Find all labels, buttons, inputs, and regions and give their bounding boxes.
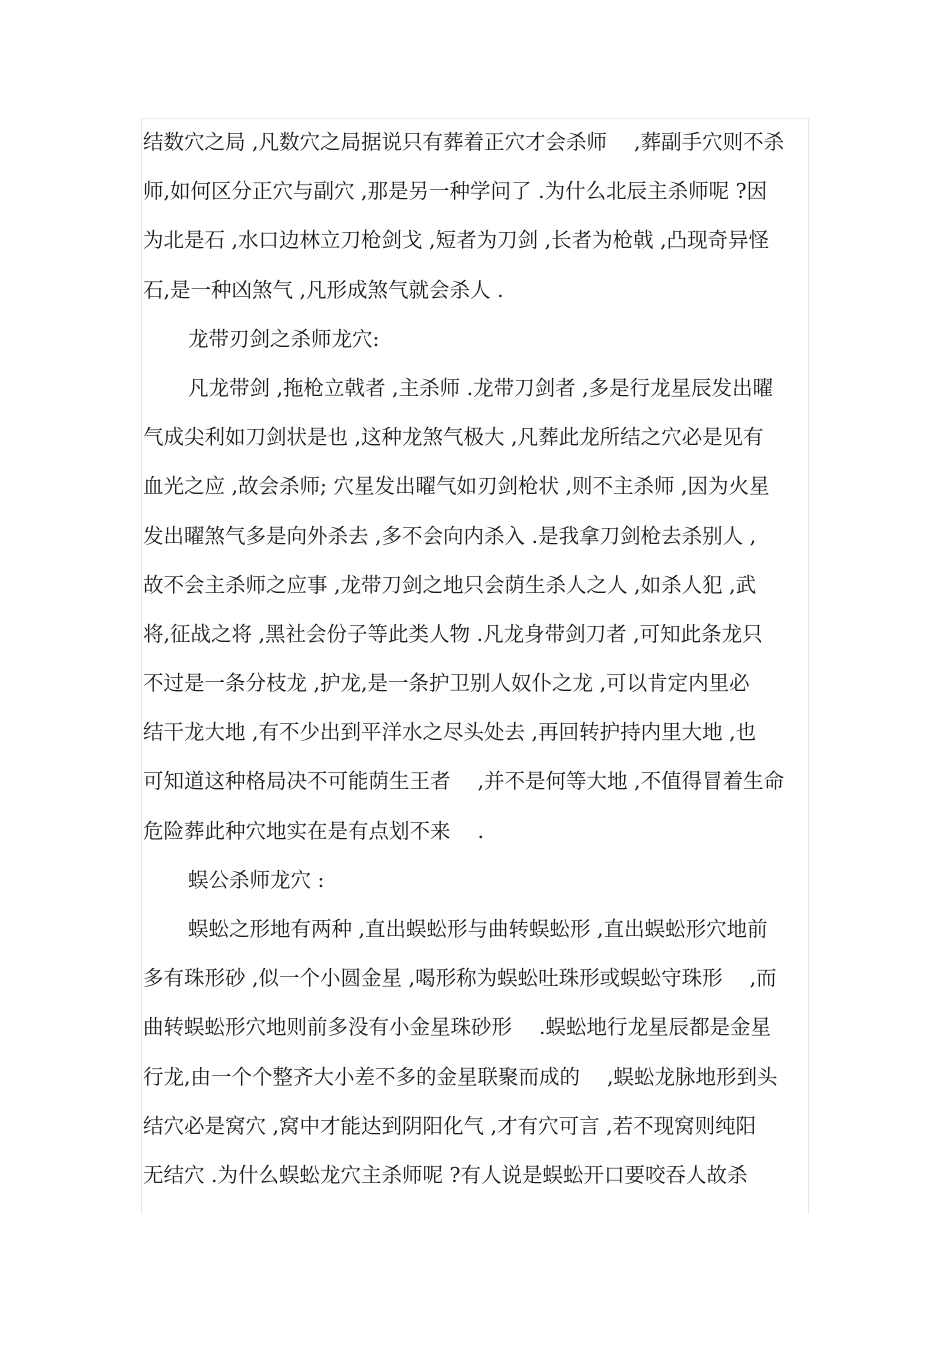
paragraph-start: 蜈蚣之形地有两种 ,直出蜈蚣形与曲转蜈蚣形 ,直出蜈蚣形穴地前 (188, 917, 768, 941)
text-line: 故不会主杀师之应事 ,龙带刀剑之地只会荫生杀人之人 ,如杀人犯 ,武 (143, 572, 757, 597)
text-line: 发出曜煞气多是向外杀去 ,多不会向内杀入 .是我拿刀剑枪去杀别人 , (143, 523, 757, 548)
section-heading: 蜈公杀师龙穴 : (188, 867, 325, 892)
text-line: 为北是石 ,水口边林立刀枪剑戈 ,短者为刀剑 ,长者为枪戟 ,凸现奇异怪 (143, 228, 770, 253)
text-line: 气成尖利如刀剑状是也 ,这种龙煞气极大 ,凡葬此龙所结之穴必是见有 (143, 425, 764, 450)
text-line: 不过是一条分枝龙 ,护龙,是一条护卫别人奴仆之龙 ,可以肯定内里必 (143, 671, 750, 696)
text-line: 师,如何区分正穴与副穴 ,那是另一种学问了 .为什么北辰主杀师呢 ?因 (143, 179, 768, 204)
text-line: 石,是一种凶煞气 ,凡形成煞气就会杀人 . (143, 277, 504, 302)
text-line: 结干龙大地 ,有不少出到平洋水之尽头处去 ,再回转护持内里大地 ,也 (143, 720, 757, 745)
paragraph-start: 凡龙带剑 ,拖枪立戟者 ,主杀师 .龙带刀剑者 ,多是行龙星辰发出曜 (188, 375, 774, 400)
text-line: 行龙,由一个个整齐大小差不多的金星联聚而成的 ,蜈蚣龙脉地形到头 (143, 1064, 778, 1089)
section-heading: 龙带刃剑之杀师龙穴: (188, 326, 380, 351)
text-line: 结穴必是窝穴 ,窝中才能达到阴阳化气 ,才有穴可言 ,若不现窝则纯阳 (143, 1113, 757, 1138)
document-body (143, 118, 805, 1200)
text-line: 结数穴之局 ,凡数穴之局据说只有葬着正穴才会杀师 ,葬副手穴则不杀 (143, 130, 785, 154)
text-line: 血光之应 ,故会杀师; 穴星发出曜气如刃剑枪状 ,则不主杀师 ,因为火星 (143, 474, 770, 499)
text-line: 危险葬此种穴地实在是有点划不来 . (143, 818, 485, 843)
text-line: 曲转蜈蚣形穴地则前多没有小金星珠砂形 .蜈蚣地行龙星辰都是金星 (143, 1015, 772, 1040)
text-line: 可知道这种格局决不可能荫生王者 ,并不是何等大地 ,不值得冒着生命 (143, 769, 785, 794)
text-line: 多有珠形砂 ,似一个小圆金星 ,喝形称为蜈蚣吐珠形或蜈蚣守珠形 ,而 (143, 966, 777, 991)
text-line: 将,征战之将 ,黑社会份子等此类人物 .凡龙身带剑刀者 ,可知此条龙只 (143, 621, 763, 646)
text-line: 无结穴 .为什么蜈蚣龙穴主杀师呢 ?有人说是蜈蚣开口要咬吞人故杀 (143, 1162, 748, 1187)
